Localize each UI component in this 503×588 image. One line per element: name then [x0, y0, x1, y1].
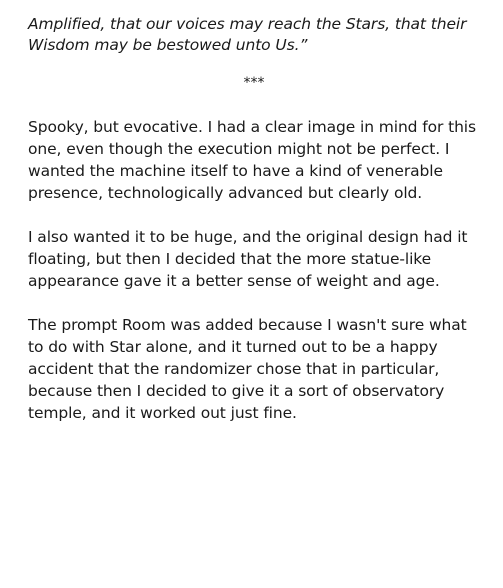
- section-separator: ***: [243, 75, 265, 91]
- paragraph-1: Spooky, but evocative. I had a clear image in mind for this one, even though the execution might not be perfect. I wanted the machine itself to have a kind of venerable presence, technologically advanced but clearly old.: [28, 118, 476, 202]
- closing-quote: Amplified, that our voices may reach the Stars, that their Wisdom may be bestowed unto Us.”: [28, 15, 467, 54]
- paragraph-3: The prompt Room was added because I wasn't sure what to do with Star alone, and it turned out to be a happy accident that the randomizer chose that in particular, because then I decided to give it a sort of observatory temple, and it worked out just fine.: [28, 316, 467, 422]
- document-body: [28, 14, 480, 446]
- paragraph-2: I also wanted it to be huge, and the original design had it floating, but then I decided that the more statue-like appearance gave it a better sense of weight and age.: [28, 228, 468, 290]
